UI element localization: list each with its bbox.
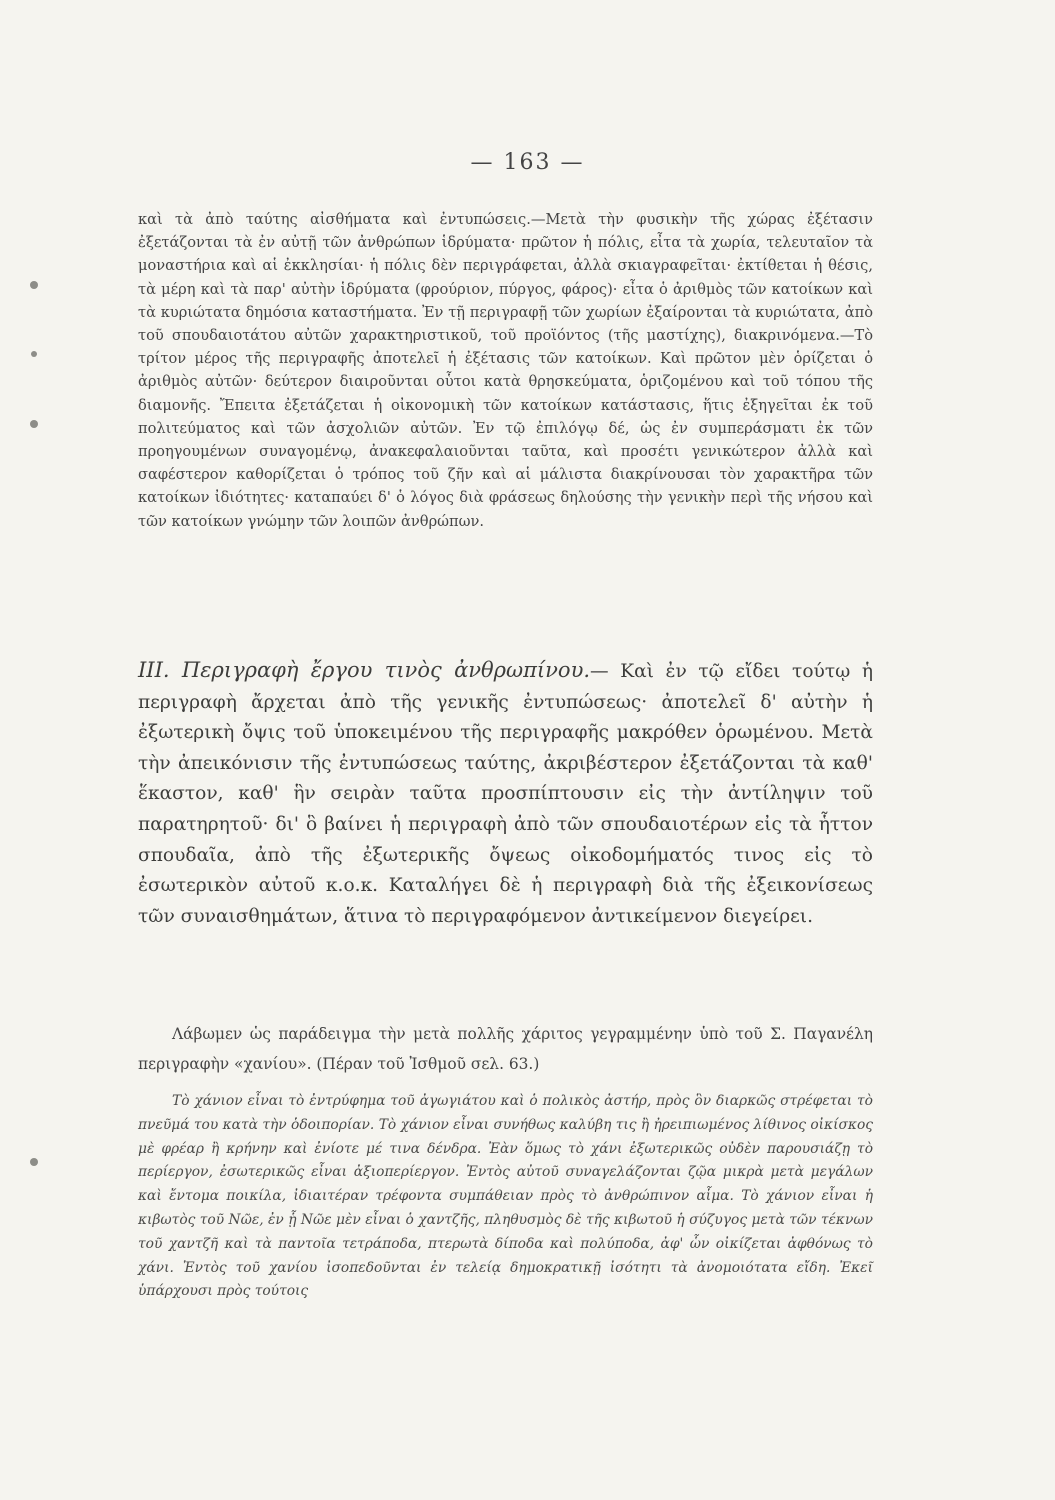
margin-mark — [30, 281, 38, 289]
section-paragraph — [138, 655, 873, 932]
paragraph-example-intro: Λάβωμεν ὡς παράδειγμα τὴν μετὰ πολλῆς χάριτος γεγραμμένην ὑπὸ τοῦ Σ. Παγανέλη περιγραφὴν «χανίου». (Πέραν τοῦ Ἰσθμοῦ σελ. 63.) — [138, 1025, 873, 1073]
margin-mark — [30, 1158, 38, 1166]
paragraph-small-print: καὶ τὰ ἀπὸ ταύτης αἰσθήματα καὶ ἐντυπώσεις.—Μετὰ τὴν φυσικὴν τῆς χώρας ἐξέτασιν ἐξετάζονται τὰ ἐν αὐτῇ τῶν ἀνθρώπων ἱδρύματα· πρῶτον ἡ πόλις, εἶτα τὰ χωρία, τελευταῖον τὰ μοναστήρια καὶ αἱ ἐκκλησίαι· ἡ πόλις δὲν περιγράφεται, ἀλλὰ σκιαγραφεῖται· ἐκτίθεται ἡ θέσις, τὰ μέρη καὶ τὰ παρ' αὐτὴν ἱδρύματα (φρούριον, πύργος, φάρος)· εἶτα ὁ ἀριθμὸς τῶν κατοίκων καὶ τὰ κυριώτατα δημόσια καταστήματα. Ἐν τῇ περιγραφῇ τῶν χωρίων ἐξαίρονται τὰ κυριώτατα, ἀπὸ τοῦ σπουδαιοτάτου αὐτῶν χαρακτηριστικοῦ, τοῦ προϊόντος (τῆς μαστίχης), διακρινόμενα.—Τὸ τρίτον μέρος τῆς περιγραφῆς ἀποτελεῖ ἡ ἐξέτασις τῶν κατοίκων. Καὶ πρῶτον μὲν ὁρίζεται ὁ ἀριθμὸς αὐτῶν· δεύτερον διαιροῦνται οὗτοι κατὰ θρησκεύματα, ὁριζομένου καὶ τοῦ τόπου τῆς διαμονῆς. Ἔπειτα ἐξετάζεται ἡ οἰκονομικὴ τῶν κατοίκων κατάστασις, ἥτις ἐξηγεῖται ἐκ τοῦ πολιτεύματος καὶ τῶν ἀσχολιῶν αὐτῶν. Ἐν τῷ ἐπιλόγῳ δέ, ὡς ἐν συμπεράσματι ἐκ τῶν προηγουμένων συναγομένῳ, ἀνακεφαλαιοῦνται ταῦτα, καὶ προσέτι γενικώτερον ἀλλὰ καὶ σαφέστερον καθορίζεται ὁ τρόπος τοῦ ζῆν καὶ αἱ μάλιστα διακρίνουσαι τὸν χαρακτῆρα τῶν κατοίκων ἰδιότητες· καταπαύει δ' ὁ λόγος διὰ φράσεως δηλούσης τὴν γενικὴν περὶ τῆς νήσου καὶ τῶν κατοίκων γνώμην τῶν λοιπῶν ἀνθρώπων. — [138, 211, 873, 530]
page-number: — 163 — — [470, 150, 585, 175]
section-heading: III. Περιγραφὴ ἔργου τινὸς ἀνθρωπίνου. — [138, 658, 591, 682]
paragraph-quotation: Τὸ χάνιον εἶναι τὸ ἐντρύφημα τοῦ ἀγωγιάτου καὶ ὁ πολικὸς ἀστήρ, πρὸς ὃν διαρκῶς στρέφεται τὸ πνεῦμά του κατὰ τὴν ὁδοιπορίαν. Τὸ χάνιον εἶναι συνήθως καλύβη τις ἢ ἠρειπιωμένος λίθινος οἰκίσκος μὲ φρέαρ ἢ κρήνην καὶ ἐνίοτε μέ τινα δένδρα. Ἐὰν ὅμως τὸ χάνι ἐξωτερικῶς οὐδὲν παρουσιάζῃ τὸ περίεργον, ἐσωτερικῶς εἶναι ἀξιοπερίεργον. Ἐντὸς αὐτοῦ συναγελάζονται ζῷα μικρὰ μετὰ μεγάλων καὶ ἔντομα ποικίλα, ἰδιαιτέραν τρέφοντα συμπάθειαν πρὸς τὸ ἀνθρώπινον αἷμα. Τὸ χάνιον εἶναι ἡ κιβωτὸς τοῦ Νῶε, ἐν ᾗ Νῶε μὲν εἶναι ὁ χαντζῆς, πληθυσμὸς δὲ τῆς κιβωτοῦ ἡ σύζυγος μετὰ τῶν τέκνων τοῦ χαντζῆ καὶ τὰ παντοῖα τετράποδα, πτερωτὰ δίποδα καὶ πολύποδα, ἀφ' ὧν οἰκίζεται ἀφθόνως τὸ χάνι. Ἐντὸς τοῦ χανίου ἰσοπεδοῦνται ἐν τελείᾳ δημοκρατικῇ ἰσότητι τὰ ἀνομοιότατα εἴδη. Ἐκεῖ ὑπάρχουσι πρὸς τούτοις — [138, 1093, 873, 1300]
margin-mark — [31, 351, 37, 357]
section-body: — Καὶ ἐν τῷ εἴδει τούτῳ ἡ περιγραφὴ ἄρχεται ἀπὸ τῆς γενικῆς ἐντυπώσεως· ἀποτελεῖ δ' αὐτὴν ἡ ἐξωτερικὴ ὄψις τοῦ ὑποκειμένου τῆς περιγραφῆς μακρόθεν ὁρωμένου. Μετὰ τὴν ἀπεικόνισιν τῆς ἐντυπώσεως ταύτης, ἀκριβέστερον ἐξετάζονται τὰ καθ' ἕκαστον, καθ' ἣν σειρὰν ταῦτα προσπίπτουσιν εἰς τὴν ἀντίληψιν τοῦ παρατηρητοῦ· δι' ὃ βαίνει ἡ περιγραφὴ ἀπὸ τῶν σπουδαιοτέρων εἰς τὰ ἧττον σπουδαῖα, ἀπὸ τῆς ἐξωτερικῆς ὄψεως οἰκοδομήματός τινος εἰς τὸ ἐσωτερικὸν αὐτοῦ κ.ο.κ. Καταλήγει δὲ ἡ περιγραφὴ διὰ τῆς ἐξεικονίσεως τῶν συναισθημάτων, ἅτινα τὸ περιγραφόμενον ἀντικείμενον διεγείρει. — [138, 661, 873, 927]
margin-mark — [30, 420, 38, 428]
